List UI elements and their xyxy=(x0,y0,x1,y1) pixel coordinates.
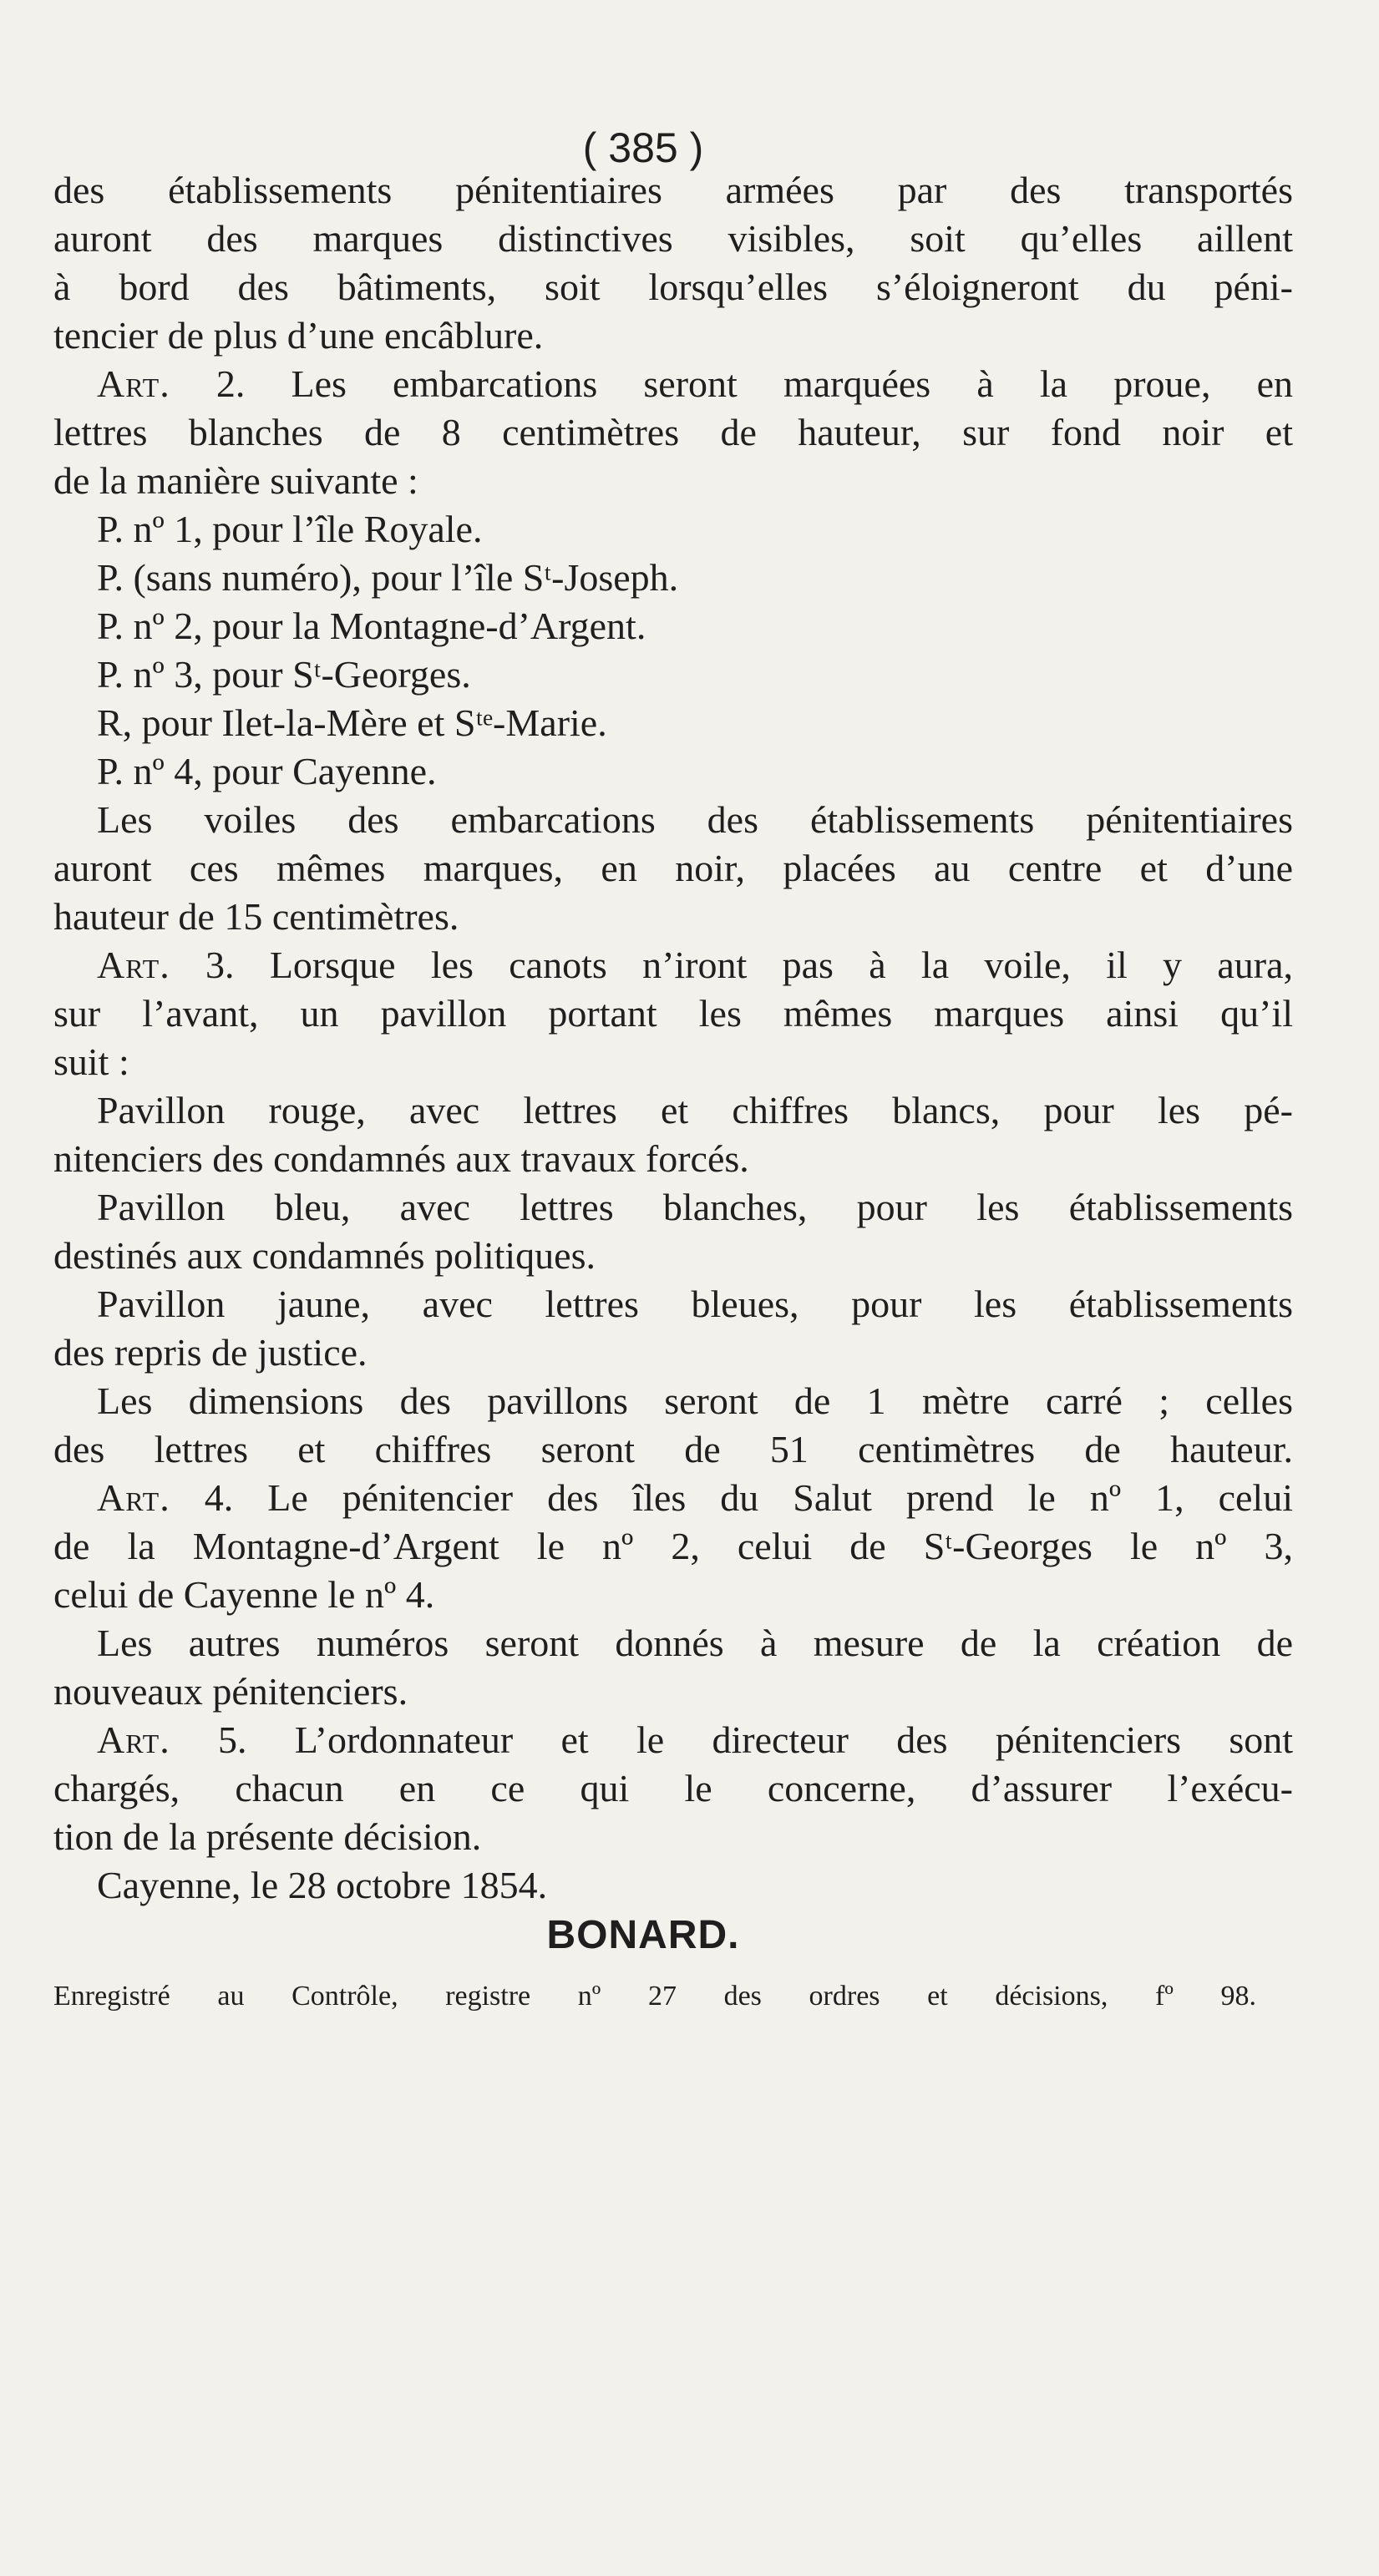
text-line: auront ces mêmes marques, en noir, placées au centre et d’une xyxy=(53,847,1293,889)
text-line: nouveaux pénitenciers. xyxy=(53,1670,408,1713)
text-line: Les autres numéros seront donnés à mesure de la création de xyxy=(97,1622,1293,1664)
text-line: 3. Lorsque les canots n’iront pas à la voile, il y aura, xyxy=(205,944,1294,986)
text-line: 5. L’ordonnateur et le directeur des pénitenciers sont xyxy=(218,1718,1293,1761)
list-item: P. nº 4, pour Cayenne. xyxy=(97,750,437,792)
text-line: tencier de plus d’une encâblure. xyxy=(53,314,544,357)
text-line: hauteur de 15 centimètres. xyxy=(53,895,459,938)
text-line: Les voiles des embarcations des établissements pénitentiaires xyxy=(97,798,1293,841)
list-item: P. nº 3, pour Sᵗ-Georges. xyxy=(97,653,471,696)
date-line: Cayenne, le 28 octobre 1854. xyxy=(97,1864,548,1906)
list-item: P. nº 2, pour la Montagne-d’Argent. xyxy=(97,605,646,647)
page-number: ( 385 ) xyxy=(582,124,704,171)
article-label: Art. xyxy=(97,1718,170,1761)
footnote: Enregistré au Contrôle, registre nº 27 des ordres et décisions, fº 98. xyxy=(53,1981,1256,2012)
article-label: Art. xyxy=(97,1476,170,1519)
text-line: 4. Le pénitencier des îles du Salut prend le nº 1, celui xyxy=(204,1476,1293,1519)
list-item: R, pour Ilet-la-Mère et Sᵗᵉ-Marie. xyxy=(97,701,607,744)
text-line: Pavillon rouge, avec lettres et chiffres blancs, pour les pé- xyxy=(97,1089,1293,1131)
text-line: Pavillon bleu, avec lettres blanches, pour les établissements xyxy=(97,1186,1293,1228)
list-item: P. (sans numéro), pour l’île Sᵗ-Joseph. xyxy=(97,556,679,599)
text-line: nitenciers des condamnés aux travaux forcés. xyxy=(53,1137,749,1180)
list-item: P. nº 1, pour l’île Royale. xyxy=(97,508,483,550)
article-label: Art. xyxy=(97,362,170,405)
text-line: suit : xyxy=(53,1040,129,1083)
signature: BONARD. xyxy=(546,1913,740,1957)
text-line: à bord des bâtiments, soit lorsqu’elles s’éloigneront du péni- xyxy=(53,266,1293,308)
text-line: Les dimensions des pavillons seront de 1 mètre carré ; celles xyxy=(97,1379,1293,1422)
text-line: celui de Cayenne le nº 4. xyxy=(53,1573,435,1616)
article-label: Art. xyxy=(97,944,170,986)
text-line: auront des marques distinctives visibles, soit qu’elles aillent xyxy=(53,217,1293,260)
text-line: des repris de justice. xyxy=(53,1331,368,1374)
text-line: sur l’avant, un pavillon portant les mêmes marques ainsi qu’il xyxy=(53,992,1293,1035)
text-line: tion de la présente décision. xyxy=(53,1815,482,1858)
text-line: des lettres et chiffres seront de 51 centimètres de hauteur. xyxy=(53,1428,1293,1470)
text-line: destinés aux condamnés politiques. xyxy=(53,1234,596,1277)
text-line: Pavillon jaune, avec lettres bleues, pour les établissements xyxy=(97,1283,1293,1325)
text-line: des établissements pénitentiaires armées par des transportés xyxy=(53,169,1293,211)
article-line xyxy=(97,1717,1293,1764)
article-line xyxy=(97,1475,1293,1521)
text-line: de la Montagne-d’Argent le nº 2, celui de Sᵗ-Georges le nº 3, xyxy=(53,1525,1293,1567)
text-line: de la manière suivante : xyxy=(53,459,418,502)
text-line: lettres blanches de 8 centimètres de hauteur, sur fond noir et xyxy=(53,411,1293,453)
article-line xyxy=(97,361,1293,407)
article-line xyxy=(97,942,1293,989)
text-line: chargés, chacun en ce qui le concerne, d’assurer l’exécu- xyxy=(53,1767,1293,1809)
text-line: 2. Les embarcations seront marquées à la proue, en xyxy=(215,362,1293,405)
